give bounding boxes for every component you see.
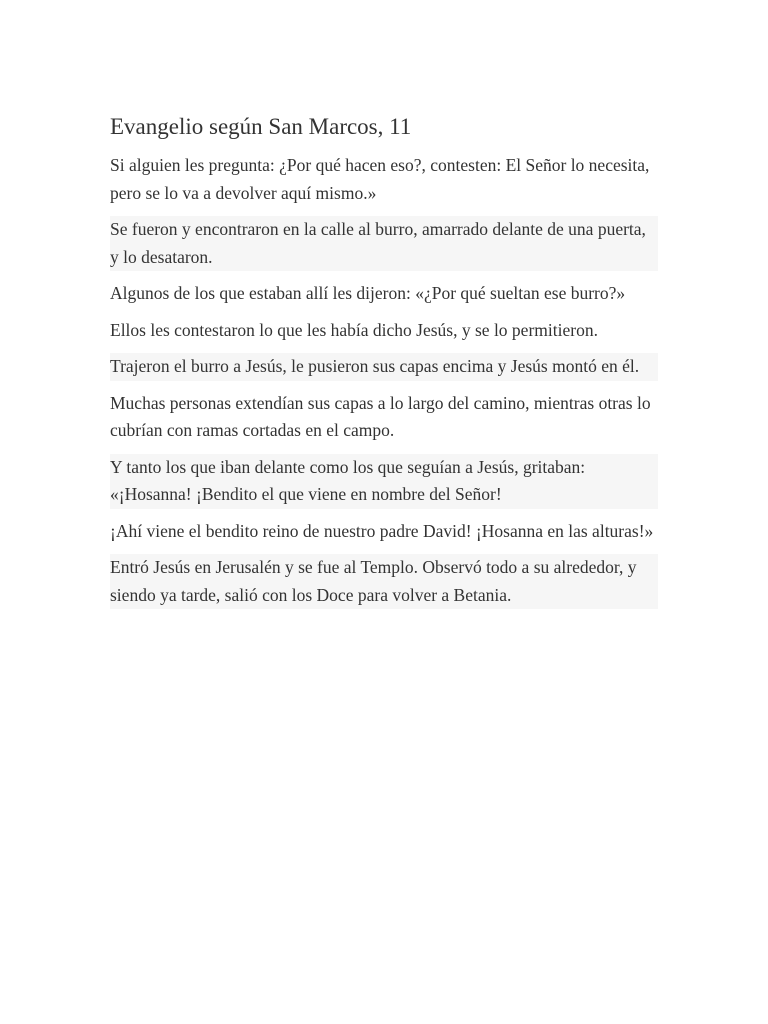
verse-paragraph: Trajeron el burro a Jesús, le pusieron sus capas encima y Jesús montó en él. [110,353,658,381]
verse-paragraph: Algunos de los que estaban allí les dijeron: «¿Por qué sueltan ese burro?» [110,283,626,303]
verse-paragraph: ¡Ahí viene el bendito reino de nuestro padre David! ¡Hosanna en las alturas!» [110,520,654,541]
verse-paragraph: Si alguien les pregunta: ¿Por qué hacen eso?, contesten: El Señor lo necesita, pero se lo va a devolver aquí mismo.» [110,155,650,203]
verse-paragraph: Entró Jesús en Jerusalén y se fue al Templo. Observó todo a su alrededor, y siendo ya tarde, salió con los Doce para volver a Betania. [110,554,658,609]
verse-paragraph: Muchas personas extendían sus capas a lo largo del camino, mientras otras lo cubrían con ramas cortadas en el campo. [110,392,651,440]
page-title: Evangelio según San Marcos, 11 [110,114,412,139]
verse-paragraph: Ellos les contestaron lo que les había dicho Jesús, y se lo permitieron. [110,319,598,340]
verse-list [110,152,658,609]
verse-paragraph: Se fueron y encontraron en la calle al burro, amarrado delante de una puerta, y lo desataron. [110,216,658,271]
verse-paragraph: Y tanto los que iban delante como los que seguían a Jesús, gritaban: «¡Hosanna! ¡Bendito el que viene en nombre del Señor! [110,454,658,509]
document-page [110,112,658,618]
